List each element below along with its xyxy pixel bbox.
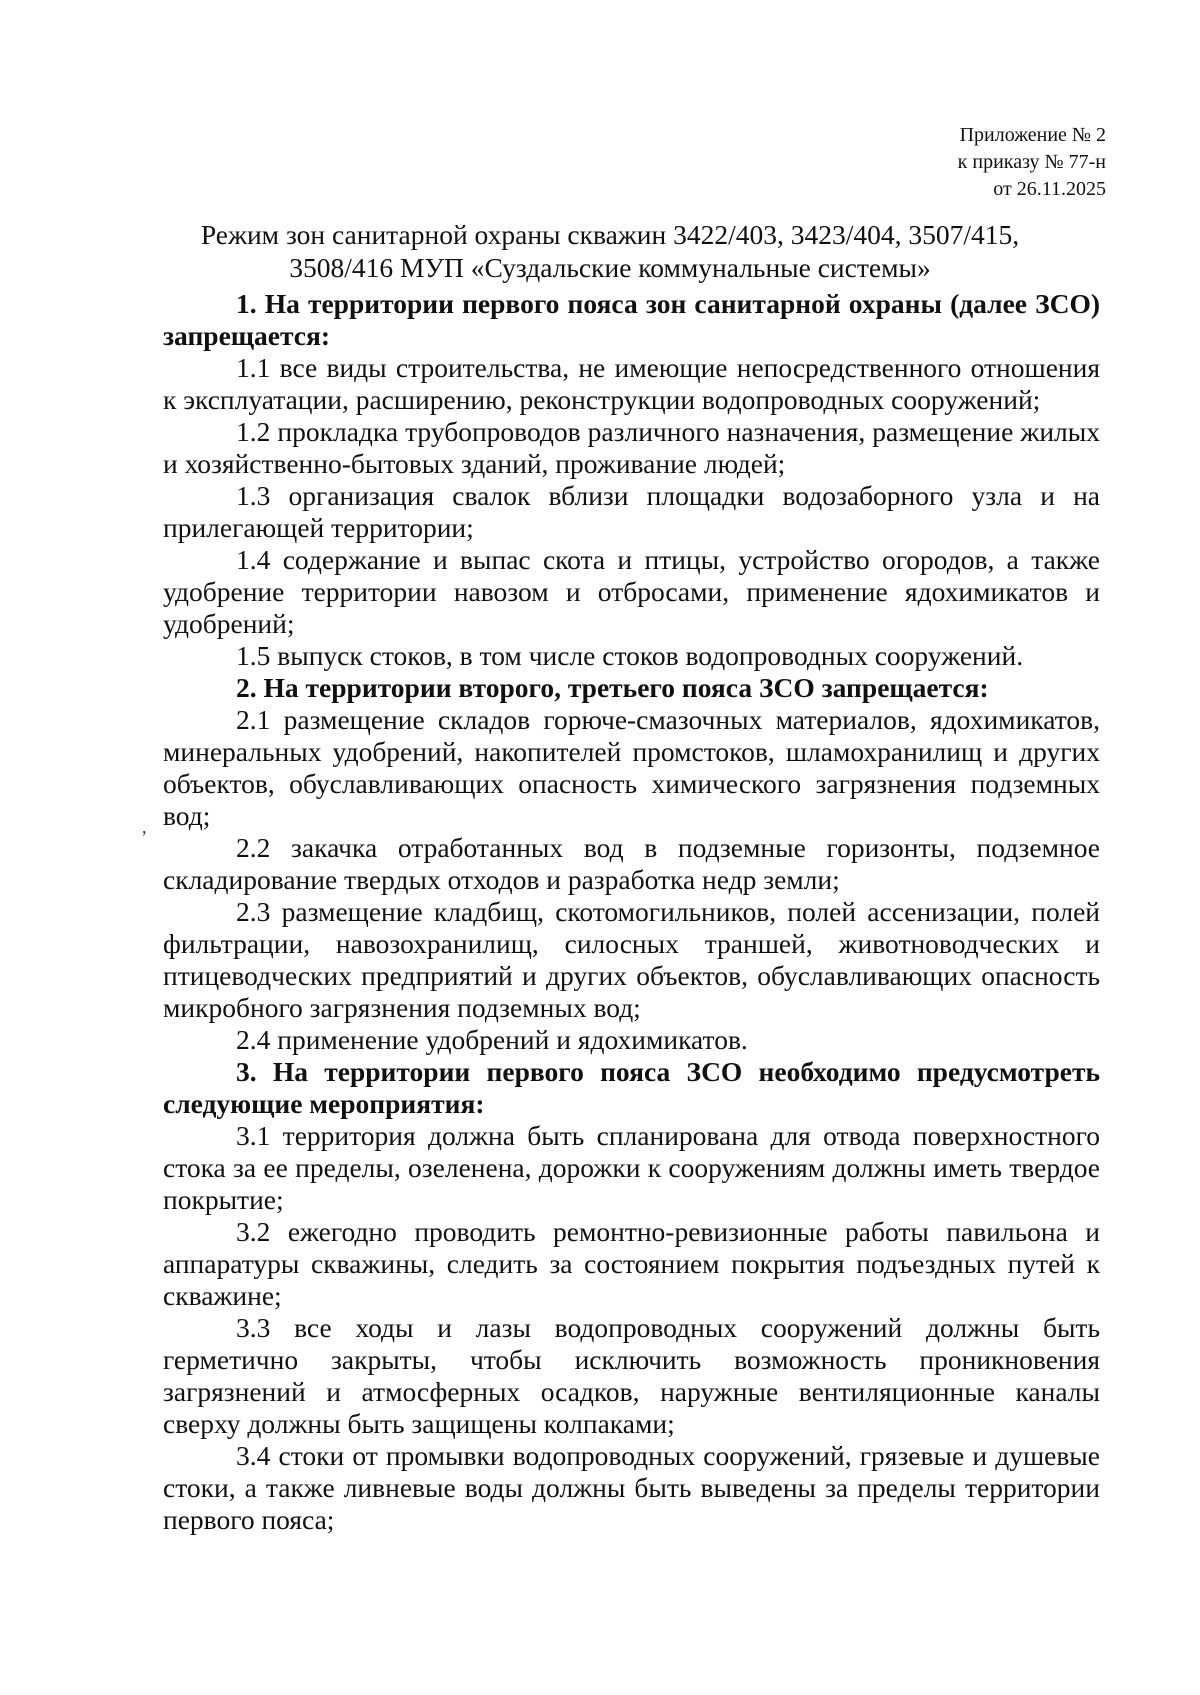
section-1-item: 1.4 содержание и выпас скота и птицы, устройство огородов, а также удобрение территории навозом и отбросами, применение ядохимикатов и удобрений; bbox=[163, 544, 1100, 639]
order-date: от 26.11.2025 bbox=[993, 178, 1106, 200]
document-title-line-1: Режим зон санитарной охраны скважин 3422/403, 3423/404, 3507/415, bbox=[200, 219, 1020, 250]
appendix-reference bbox=[958, 122, 1106, 203]
section-1-item: 1.3 организация свалок вблизи площадки водозаборного узла и на прилегающей территории; bbox=[163, 480, 1100, 543]
section-1-heading: 1. На территории первого пояса зон санитарной охраны (далее ЗСО) запрещается: bbox=[163, 288, 1100, 351]
document-title-line-2: 3508/416 МУП «Суздальские коммунальные системы» bbox=[289, 252, 931, 283]
section-2-item: 2.4 применение удобрений и ядохимикатов. bbox=[236, 1024, 748, 1055]
scan-artifact-mark: , bbox=[142, 817, 147, 837]
document-body bbox=[163, 288, 1100, 1536]
section-3-item: 3.1 территория должна быть спланирована для отвода поверхностного стока за ее пределы, озеленена, дорожки к сооружениям должны иметь твердое покрытие; bbox=[163, 1120, 1100, 1215]
document-title bbox=[140, 218, 1080, 284]
section-3-heading: 3. На территории первого пояса ЗСО необходимо предусмотреть следующие мероприятия: bbox=[163, 1056, 1100, 1119]
section-1-item: 1.2 прокладка трубопроводов различного назначения, размещение жилых и хозяйственно-бытовых зданий, проживание людей; bbox=[163, 416, 1100, 479]
section-3-item: 3.2 ежегодно проводить ремонтно-ревизионные работы павильона и аппаратуры скважины, следить за состоянием покрытия подъездных путей к скважине; bbox=[163, 1216, 1100, 1311]
section-3-item: 3.3 все ходы и лазы водопроводных сооружений должны быть герметично закрыты, чтобы исключить возможность проникновения загрязнений и атмосферных осадков, наружные вентиляционные каналы сверху должны быть защищены колпаками; bbox=[163, 1312, 1100, 1439]
section-2-item: 2.1 размещение складов горюче-смазочных материалов, ядохимикатов, минеральных удобрений, накопителей промстоков, шламохранилищ и других объектов, обуславливающих опасность химического загрязнения подземных вод; bbox=[163, 704, 1100, 831]
section-2-heading: 2. На территории второго, третьего пояса ЗСО запрещается: bbox=[236, 672, 989, 703]
section-2-item: 2.2 закачка отработанных вод в подземные горизонты, подземное складирование твердых отходов и разработка недр земли; bbox=[163, 832, 1100, 895]
section-1-item: 1.5 выпуск стоков, в том числе стоков водопроводных сооружений. bbox=[236, 640, 1024, 671]
section-3-item: 3.4 стоки от промывки водопроводных сооружений, грязевые и душевые стоки, а также ливневые воды должны быть выведены за пределы территории первого пояса; bbox=[163, 1440, 1100, 1535]
section-2-item: 2.3 размещение кладбищ, скотомогильников, полей ассенизации, полей фильтрации, навозохранилищ, силосных траншей, животноводческих и птицеводческих предприятий и других объектов, обуславливающих опасность микробного загрязнения подземных вод; bbox=[163, 896, 1100, 1023]
appendix-number: Приложение № 2 bbox=[959, 124, 1106, 146]
order-reference: к приказу № 77-н bbox=[957, 151, 1106, 173]
section-1-item: 1.1 все виды строительства, не имеющие непосредственного отношения к эксплуатации, расширению, реконструкции водопроводных сооружений; bbox=[163, 352, 1100, 415]
